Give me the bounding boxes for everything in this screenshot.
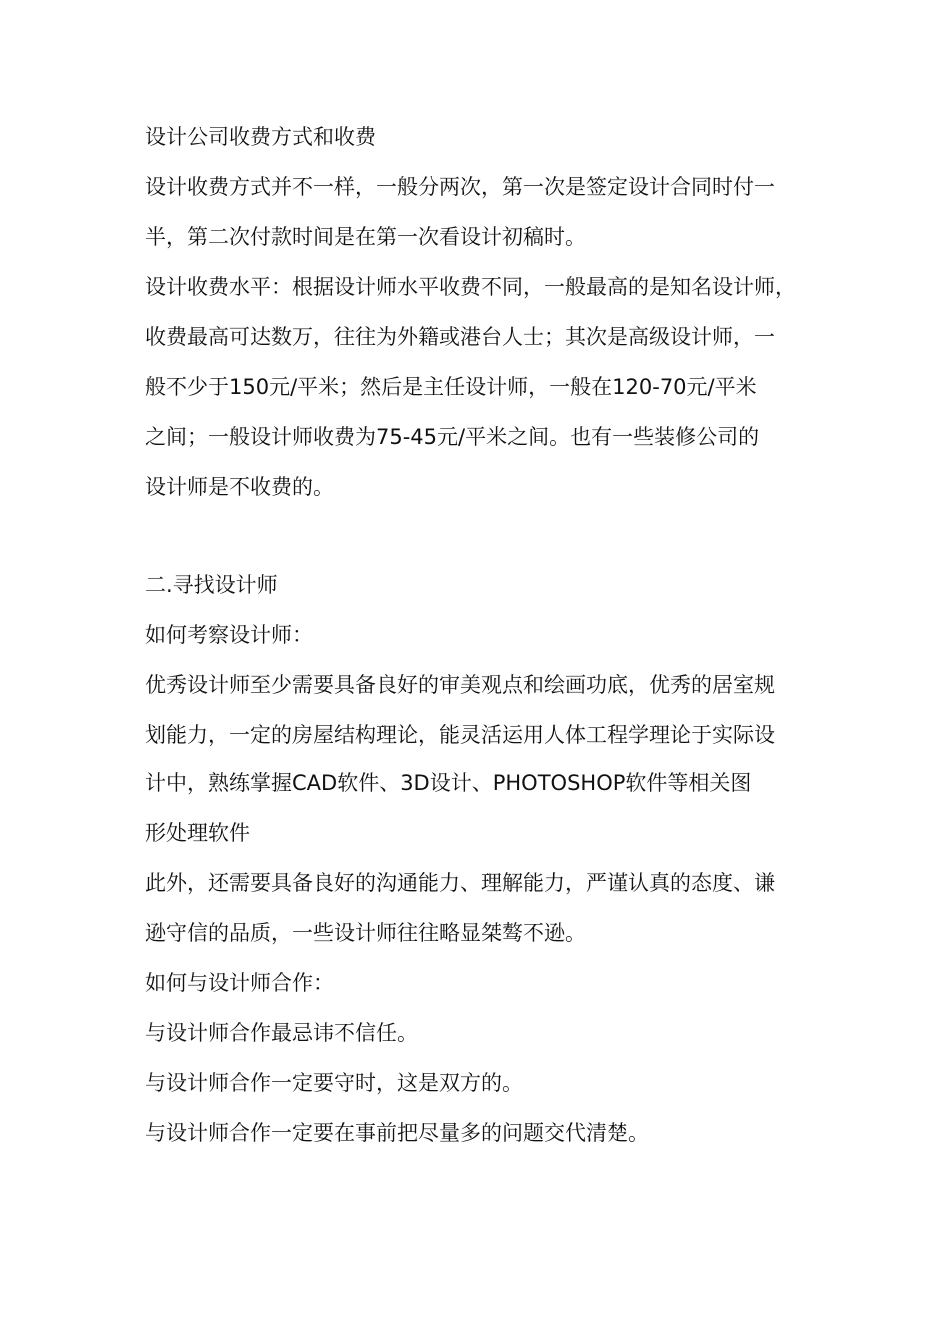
subheading: 如何与设计师合作：	[145, 971, 334, 995]
paragraph-line: 划能力，一定的房屋结构理论，能灵活运用人体工程学理论于实际设	[145, 723, 775, 747]
section-heading: 二.寻找设计师	[145, 573, 278, 597]
paragraph-line: 与设计师合作最忌讳不信任。	[145, 1021, 418, 1045]
paragraph-line: 半，第二次付款时间是在第一次看设计初稿时。	[145, 225, 586, 249]
paragraph-line: 收费最高可达数万，往往为外籍或港台人士；其次是高级设计师，一	[145, 325, 775, 349]
paragraph-line: 计中，熟练掌握CAD软件、3D设计、PHOTOSHOP软件等相关图	[145, 771, 752, 795]
paragraph-line: 优秀设计师至少需要具备良好的审美观点和绘画功底，优秀的居室规	[145, 673, 775, 697]
paragraph-line: 此外，还需要具备良好的沟通能力、理解能力，严谨认真的态度、谦	[145, 871, 775, 895]
paragraph-line: 形处理软件	[145, 821, 250, 845]
paragraph-line: 与设计师合作一定要在事前把尽量多的问题交代清楚。	[145, 1121, 649, 1145]
paragraph-line: 逊守信的品质，一些设计师往往略显桀骜不逊。	[145, 921, 586, 945]
paragraph-line: 之间；一般设计师收费为75-45元/平米之间。也有一些装修公司的	[145, 425, 760, 449]
section-title: 设计公司收费方式和收费	[145, 125, 376, 149]
paragraph-line: 与设计师合作一定要守时，这是双方的。	[145, 1071, 523, 1095]
paragraph-line: 般不少于150元/平米；然后是主任设计师，一般在120-70元/平米	[145, 375, 757, 399]
paragraph-line: 设计师是不收费的。	[145, 475, 334, 499]
subheading: 如何考察设计师：	[145, 623, 313, 647]
paragraph-line: 设计收费水平：根据设计师水平收费不同，一般最高的是知名设计师，	[145, 275, 796, 299]
paragraph-line: 设计收费方式并不一样，一般分两次，第一次是签定设计合同时付一	[145, 175, 775, 199]
